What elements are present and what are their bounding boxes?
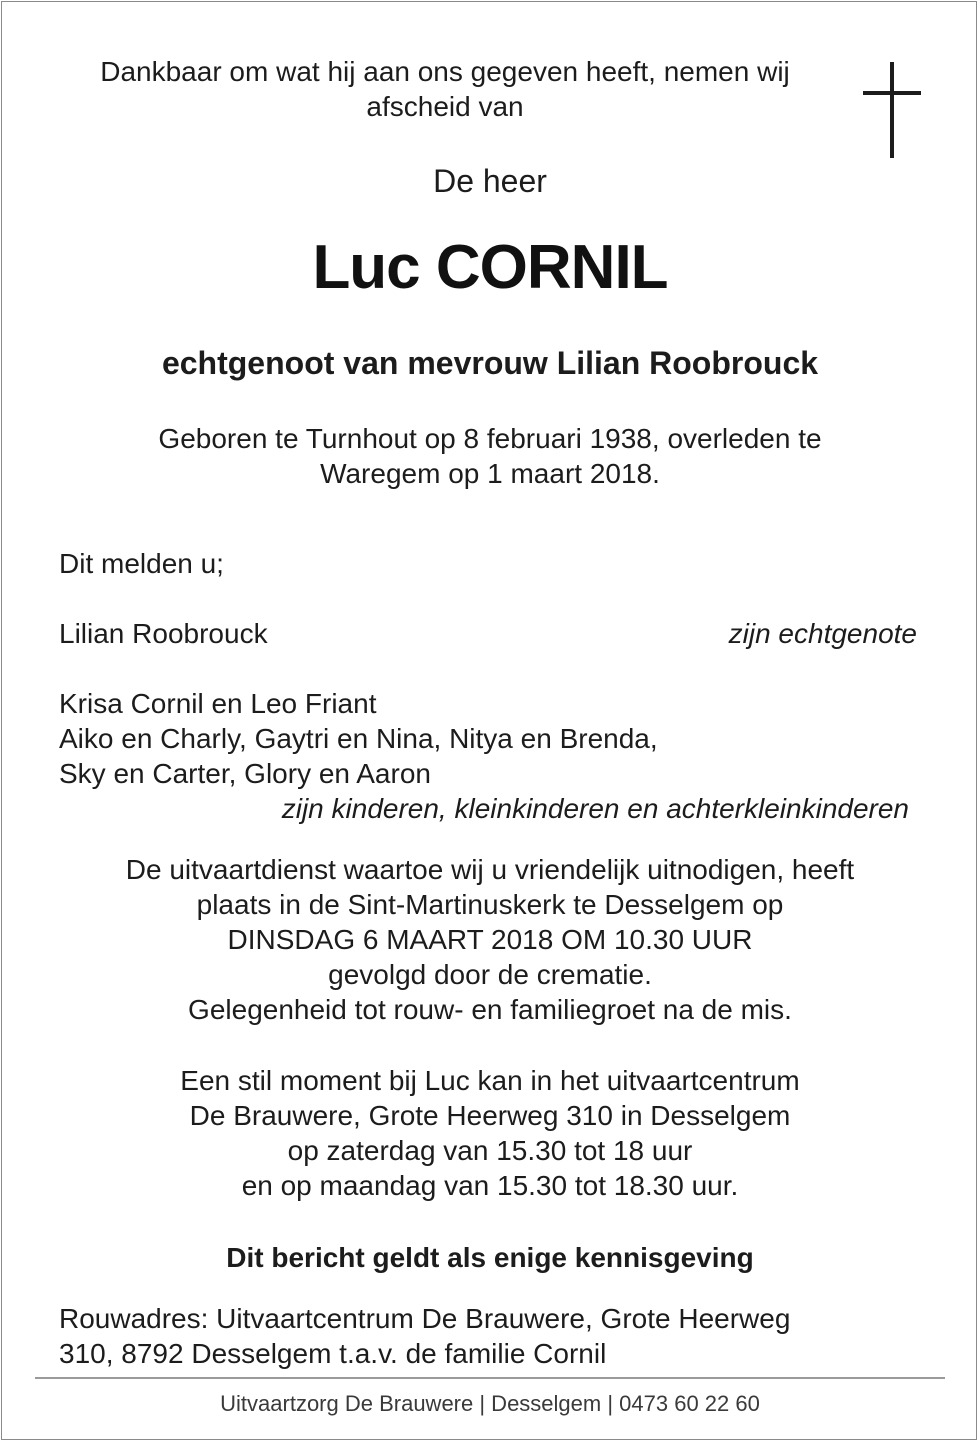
intro-text xyxy=(50,54,840,124)
children-line-2: Aiko en Charly, Gaytri en Nina, Nitya en Brenda, xyxy=(59,723,658,754)
visitation-info xyxy=(40,1063,940,1203)
service-line-2: plaats in de Sint-Martinuskerk te Desselgem op xyxy=(196,889,784,920)
service-line-5: Gelegenheid tot rouw- en familiegroet na de mis. xyxy=(188,994,792,1025)
visit-line-3: op zaterdag van 15.30 tot 18 uur xyxy=(287,1135,693,1166)
funeral-service-info xyxy=(40,852,940,1027)
honorific-title: De heer xyxy=(433,163,547,199)
cross-vertical-bar xyxy=(890,62,894,158)
children-list xyxy=(59,686,658,791)
address-line-2: 310, 8792 Desselgem t.a.v. de familie Cornil xyxy=(59,1338,607,1369)
visit-line-2: De Brauwere, Grote Heerweg 310 in Desselgem xyxy=(189,1100,791,1131)
cross-horizontal-bar xyxy=(863,91,921,95)
birth-death-info xyxy=(80,421,900,491)
spouse-name: Lilian Roobrouck xyxy=(59,618,268,649)
announcement-intro: Dit melden u; xyxy=(59,548,224,579)
spouse-row xyxy=(59,616,917,651)
mourning-address xyxy=(59,1301,919,1371)
birth-line: Geboren te Turnhout op 8 februari 1938, overleden te xyxy=(158,423,822,454)
children-line-1: Krisa Cornil en Leo Friant xyxy=(59,688,377,719)
intro-line-1: Dankbaar om wat hij aan ons gegeven heeft, nemen wij xyxy=(100,56,790,87)
spouse-relation: zijn echtgenote xyxy=(728,618,917,649)
children-relation: zijn kinderen, kleinkinderen en achterkleinkinderen xyxy=(281,793,909,824)
address-line-1: Rouwadres: Uitvaartcentrum De Brauwere, Grote Heerweg xyxy=(59,1303,791,1334)
footer-divider xyxy=(35,1377,945,1379)
visit-line-1: Een stil moment bij Luc kan in het uitvaartcentrum xyxy=(180,1065,800,1096)
deceased-name: Luc CORNIL xyxy=(312,233,668,302)
children-line-3: Sky en Carter, Glory en Aaron xyxy=(59,758,431,789)
service-line-4: gevolgd door de crematie. xyxy=(328,959,652,990)
spouse-subtitle: echtgenoot van mevrouw Lilian Roobrouck xyxy=(161,345,819,381)
sole-notice: Dit bericht geldt als enige kennisgeving xyxy=(226,1242,754,1273)
latin-cross-icon xyxy=(863,62,921,158)
footer-funeral-home: Uitvaartzorg De Brauwere | Desselgem | 0473 60 22 60 xyxy=(220,1391,760,1416)
intro-line-2: afscheid van xyxy=(366,91,524,122)
service-line-1: De uitvaartdienst waartoe wij u vriendelijk uitnodigen, heeft xyxy=(125,854,855,885)
visit-line-4: en op maandag van 15.30 tot 18.30 uur. xyxy=(241,1170,739,1201)
service-line-3: DINSDAG 6 MAART 2018 OM 10.30 UUR xyxy=(227,924,753,955)
death-line: Waregem op 1 maart 2018. xyxy=(320,458,660,489)
